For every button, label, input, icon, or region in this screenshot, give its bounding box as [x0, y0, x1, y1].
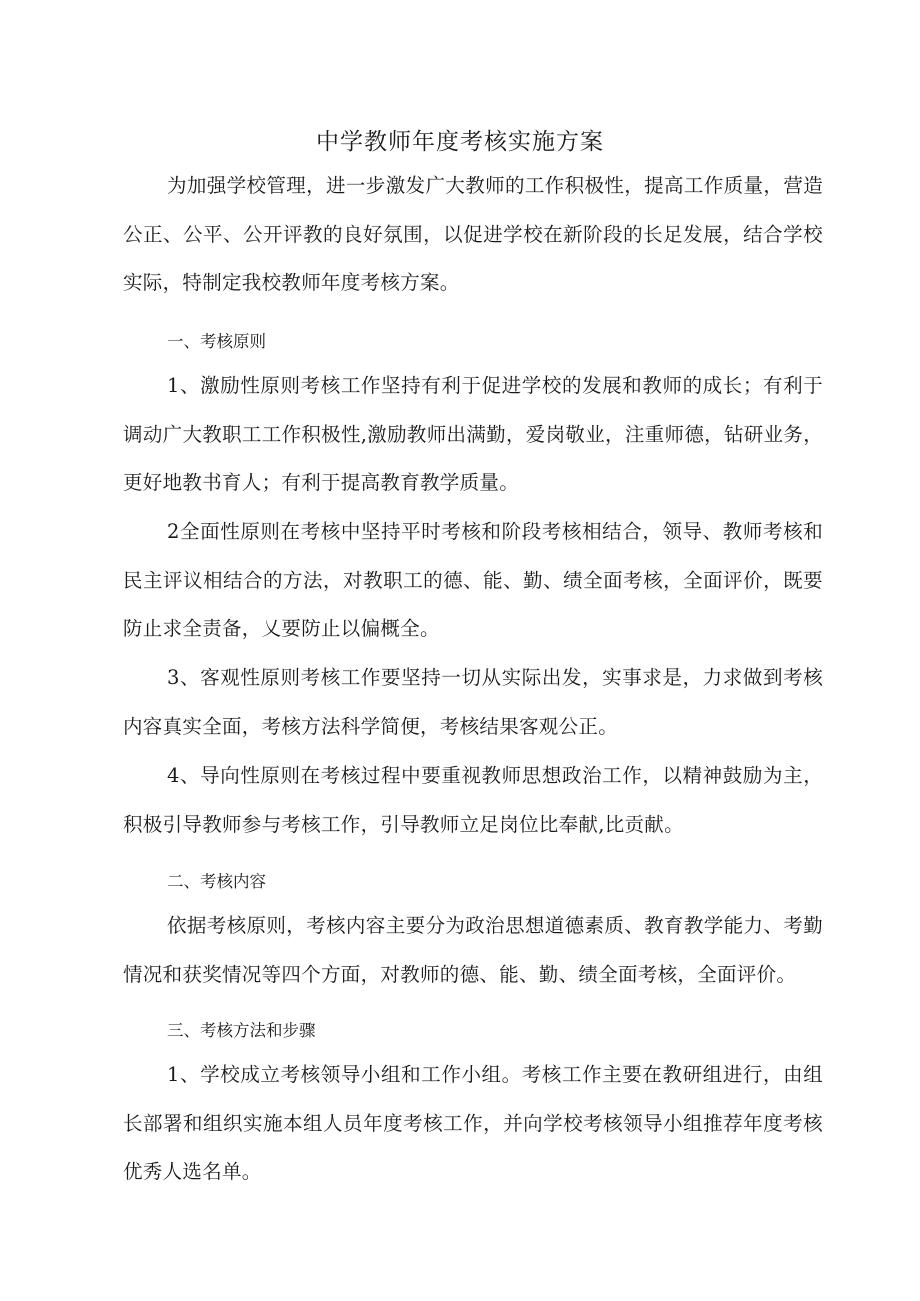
document-title: 中学教师年度考核实施方案 [316, 129, 604, 155]
section-heading-content: 二、考核内容 [167, 872, 266, 891]
principle-incentive-paragraph: 1、激励性原则考核工作坚持有利于促进学校的发展和教师的成长；有利于调动广大教职工工作积极性,激励教师出满勤，爱岗敬业，注重师德，钻研业务，更好地教书育人；有利于提高教育教学质量。 [123, 374, 823, 494]
principle-comprehensive-paragraph: 2全面性原则在考核中坚持平时考核和阶段考核相结合，领导、教师考核和民主评议相结合的方法，对教职工的德、能、勤、绩全面考核，全面评价，既要防止求全责备，乂要防止以偏概全。 [123, 520, 823, 640]
section-heading-principles: 一、考核原则 [167, 332, 266, 351]
section-heading-methods: 三、考核方法和步骤 [167, 1021, 316, 1040]
principle-guidance-paragraph: 4、导向性原则在考核过程中要重视教师思想政治工作，以精神鼓励为主，积极引导教师参与考核工作，引导教师立足岗位比奉献,比贡献。 [123, 764, 823, 836]
content-paragraph: 依据考核原则，考核内容主要分为政治思想道德素质、教育教学能力、考勤情况和获奖情况等四个方面，对教师的德、能、勤、绩全面考核，全面评价。 [123, 914, 823, 986]
intro-paragraph: 为加强学校管理，进一步激发广大教师的工作积极性，提高工作质量，营造公正、公平、公开评教的良好氛围，以促进学校在新阶段的长足发展，结合学校实际，特制定我校教师年度考核方案。 [123, 174, 823, 294]
methods-step1-paragraph: 1、学校成立考核领导小组和工作小组。考核工作主要在教研组进行，由组长部署和组织实施本组人员年度考核工作，并向学校考核领导小组推荐年度考核优秀人选名单。 [123, 1063, 823, 1183]
principle-objective-paragraph: 3、客观性原则考核工作要坚持一切从实际出发，实事求是，力求做到考核内容真实全面，考核方法科学简便，考核结果客观公正。 [123, 666, 823, 738]
